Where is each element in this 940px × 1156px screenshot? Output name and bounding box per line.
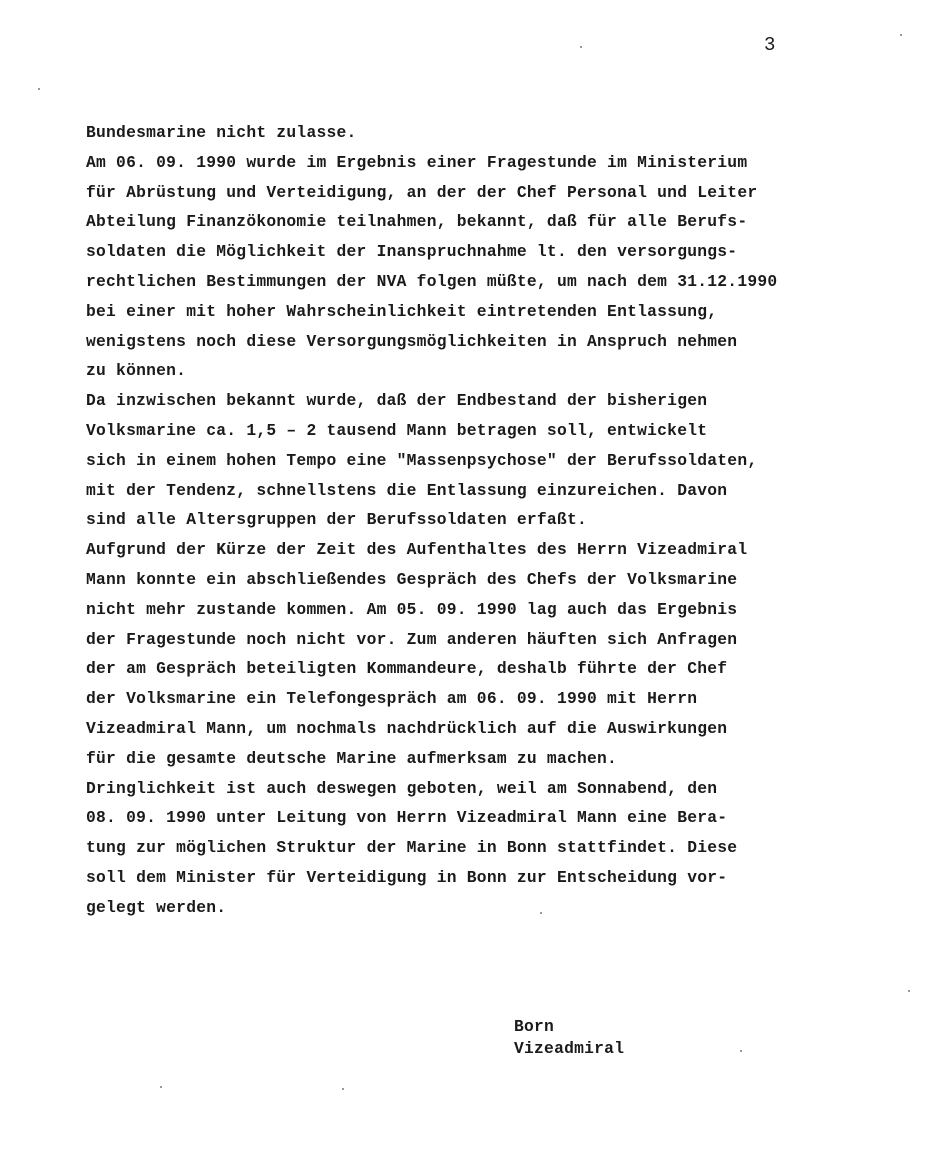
scan-speck <box>342 1088 344 1090</box>
text-line: Bundesmarine nicht zulasse. <box>86 123 357 142</box>
text-line: bei einer mit hoher Wahrscheinlichkeit eintretenden Entlassung, <box>86 301 718 321</box>
page-number: 3 <box>764 34 776 56</box>
text-line: für die gesamte deutsche Marine aufmerksam zu machen. <box>86 748 618 768</box>
text-line: für Abrüstung und Verteidigung, an der der Chef Personal und Leiter <box>86 182 758 202</box>
scan-speck <box>160 1086 162 1088</box>
text-line: soldaten die Möglichkeit der Inanspruchnahme lt. den versorgungs- <box>86 242 738 262</box>
text-line: soll dem Minister für Verteidigung in Bonn zur Entscheidung vor- <box>86 867 728 887</box>
text-line: rechtlichen Bestimmungen der NVA folgen müßte, um nach dem 31.12.1990 <box>86 271 778 291</box>
scan-speck <box>540 912 542 914</box>
text-line: der Volksmarine ein Telefongespräch am 06. 09. 1990 mit Herrn <box>86 689 698 709</box>
text-line: Da inzwischen bekannt wurde, daß der Endbestand der bisherigen <box>86 391 708 411</box>
scan-speck <box>740 1050 742 1052</box>
scan-speck <box>580 46 582 48</box>
text-line: mit der Tendenz, schnellstens die Entlassung einzureichen. Davon <box>86 480 728 500</box>
text-line: 08. 09. 1990 unter Leitung von Herrn Vizeadmiral Mann eine Bera- <box>86 808 728 828</box>
signature-name: Born <box>514 1017 555 1036</box>
scan-speck <box>908 990 910 992</box>
text-line: nicht mehr zustande kommen. Am 05. 09. 1990 lag auch das Ergebnis <box>86 599 738 619</box>
text-line: sind alle Altersgruppen der Berufssoldaten erfaßt. <box>86 510 588 530</box>
scan-speck <box>900 34 902 36</box>
text-line: Aufgrund der Kürze der Zeit des Aufenthaltes des Herrn Vizeadmiral <box>86 540 748 560</box>
signature-block <box>514 1016 624 1060</box>
text-line: Am 06. 09. 1990 wurde im Ergebnis einer Fragestunde im Ministerium <box>86 152 748 172</box>
text-line: Volksmarine ca. 1,5 – 2 tausend Mann betragen soll, entwickelt <box>86 420 708 440</box>
text-line: Dringlichkeit ist auch deswegen geboten, weil am Sonnabend, den <box>86 778 718 798</box>
text-line: sich in einem hohen Tempo eine "Massenpsychose" der Berufssoldaten, <box>86 450 758 470</box>
text-line: Vizeadmiral Mann, um nochmals nachdrücklich auf die Auswirkungen <box>86 718 728 738</box>
text-line: Abteilung Finanzökonomie teilnahmen, bekannt, daß für alle Berufs- <box>86 212 748 232</box>
text-line: tung zur möglichen Struktur der Marine in Bonn stattfindet. Diese <box>86 838 738 858</box>
signature-rank: Vizeadmiral <box>514 1039 625 1058</box>
text-line: Mann konnte ein abschließendes Gespräch des Chefs der Volksmarine <box>86 569 738 589</box>
scan-speck <box>38 88 40 90</box>
text-line: gelegt werden. <box>86 897 227 917</box>
text-line: der am Gespräch beteiligten Kommandeure, deshalb führte der Chef <box>86 659 728 679</box>
letter-body <box>86 118 916 923</box>
text-line: zu können. <box>86 361 187 381</box>
text-line: wenigstens noch diese Versorgungsmöglichkeiten in Anspruch nehmen <box>86 331 738 351</box>
text-line: der Fragestunde noch nicht vor. Zum anderen häuften sich Anfragen <box>86 629 738 649</box>
